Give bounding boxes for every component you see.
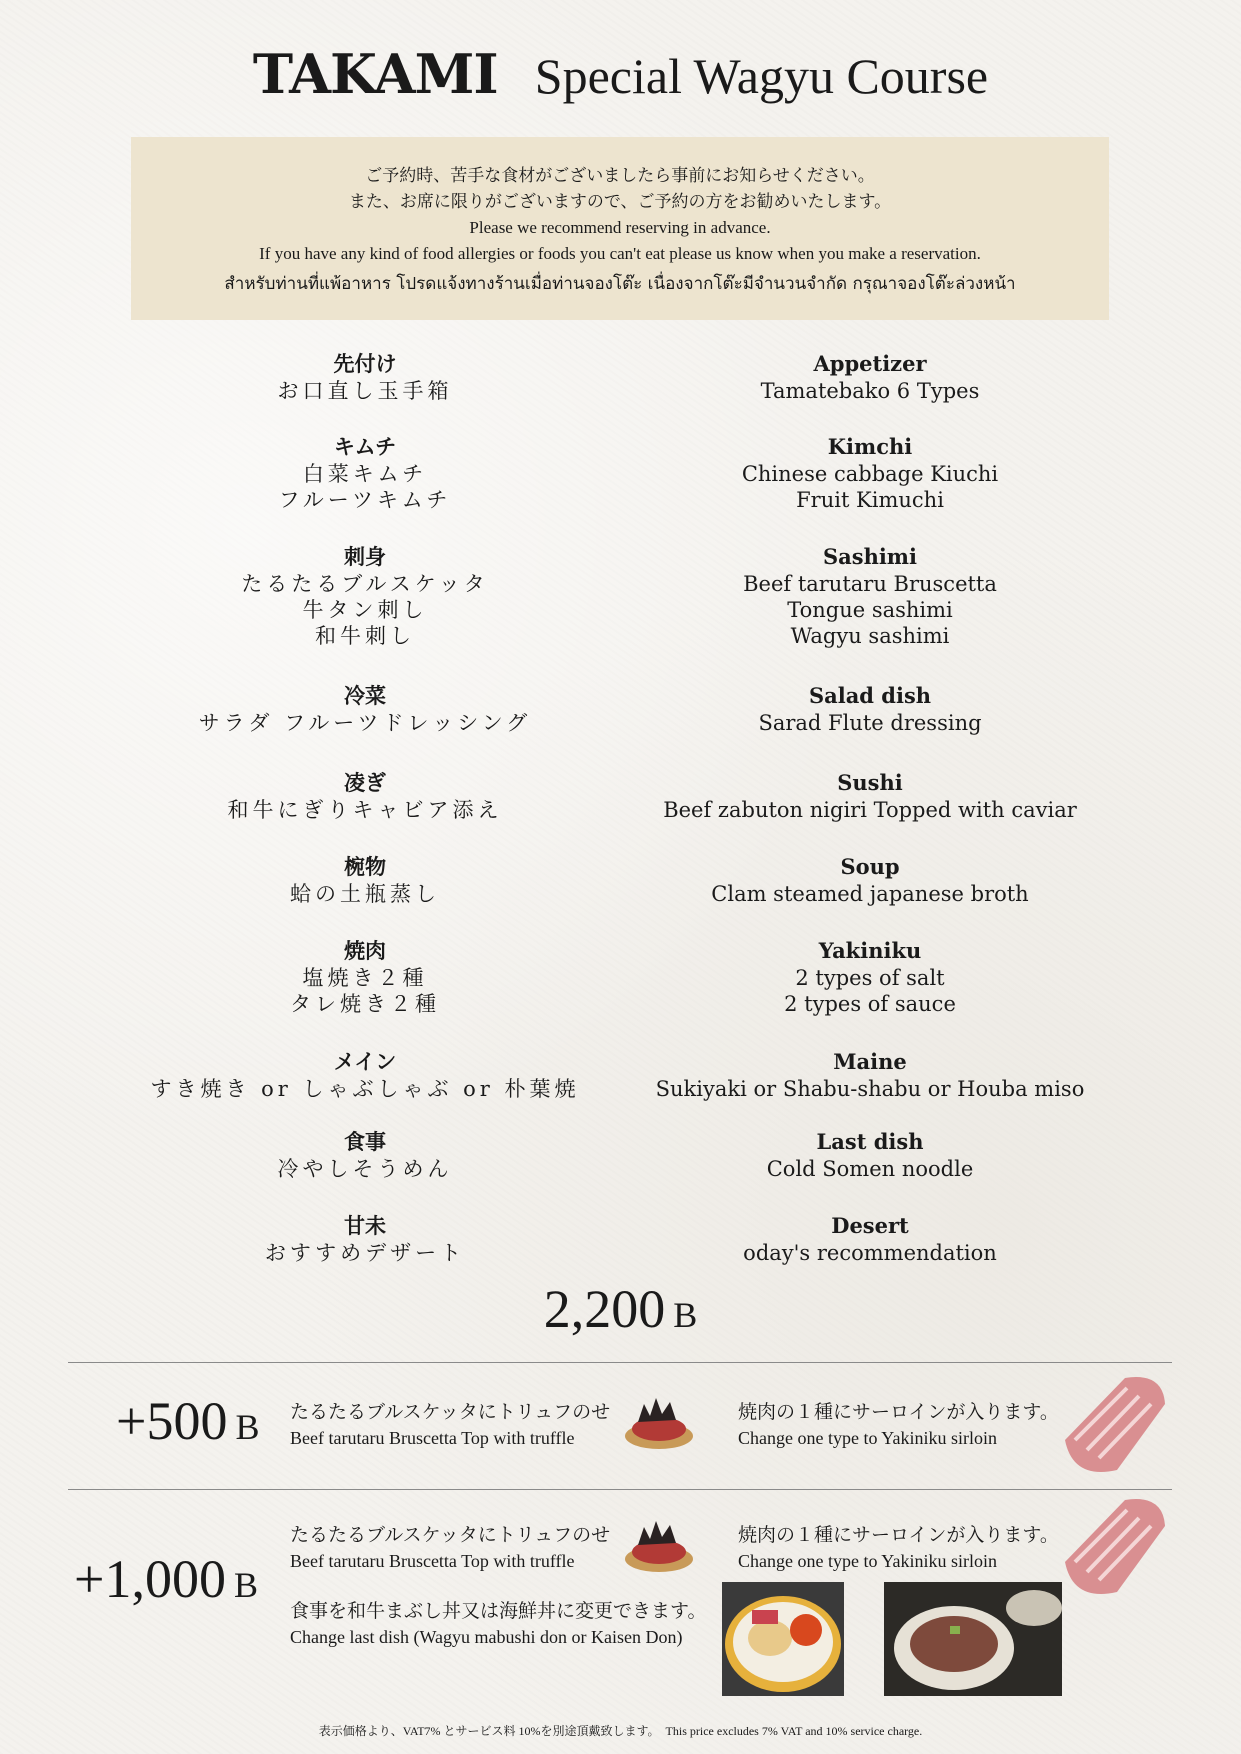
course-item: 蛤の土瓶蒸し xyxy=(290,882,440,906)
course-jp-sushi xyxy=(80,769,650,823)
course-item: 和牛にぎりキャビア添え xyxy=(227,798,503,822)
course-item: 2 types of sauce xyxy=(784,992,956,1016)
course-heading: Sushi xyxy=(837,770,903,795)
course-item: Clam steamed japanese broth xyxy=(711,882,1029,906)
kaisen-don-image xyxy=(722,1582,844,1696)
course-item: 2 types of salt xyxy=(795,966,945,990)
notice-jp-line-2: また、お席に限りがございますので、ご予約の方をお勧めいたします。 xyxy=(348,192,892,212)
course-heading: 刺身 xyxy=(344,544,386,569)
course-item: Beef tarutaru Bruscetta xyxy=(743,572,997,596)
page-title xyxy=(0,42,1241,106)
course-heading: 甘未 xyxy=(344,1213,386,1238)
course-en-dessert xyxy=(620,1212,1120,1266)
addon-500-sirloin-option xyxy=(738,1397,1059,1449)
addon-500-price xyxy=(116,1390,259,1452)
course-en-kimchi xyxy=(620,433,1120,513)
addon-1000-sirloin-option xyxy=(738,1520,1059,1572)
option-jp: たるたるブルスケッタにトリュフのせ xyxy=(290,1524,611,1546)
course-item: Chinese cabbage Kiuchi xyxy=(741,462,999,486)
course-heading: キムチ xyxy=(333,434,397,459)
course-heading: 椀物 xyxy=(344,854,386,879)
option-en: Change one type to Yakiniku sirloin xyxy=(738,1428,997,1448)
option-en: Beef tarutaru Bruscetta Top with truffle xyxy=(290,1428,575,1448)
truffle-bruschetta-image xyxy=(620,1515,698,1577)
course-item: Tongue sashimi xyxy=(787,598,953,622)
course-item: すき焼き or しゃぶしゃぶ or 朴葉焼 xyxy=(150,1077,580,1101)
course-en-main xyxy=(620,1048,1120,1102)
addon-price-amount: +1,000 xyxy=(74,1549,226,1609)
course-item: Beef zabuton nigiri Topped with caviar xyxy=(663,798,1077,822)
course-jp-last-dish xyxy=(80,1128,650,1182)
course-heading: Last dish xyxy=(816,1129,924,1154)
course-item: 塩焼き２種 xyxy=(302,966,428,990)
course-item: Sukiyaki or Shabu-shabu or Houba miso xyxy=(655,1077,1085,1101)
course-item: たるたるブルスケッタ xyxy=(241,572,489,596)
course-heading: Yakiniku xyxy=(818,938,922,963)
sirloin-image xyxy=(1055,1492,1173,1604)
course-jp-sashimi xyxy=(80,543,650,649)
option-jp: 焼肉の１種にサーロインが入ります。 xyxy=(738,1524,1059,1546)
addon-500-truffle-option xyxy=(290,1397,610,1449)
course-item: Wagyu sashimi xyxy=(790,624,950,648)
addon-price-amount: +500 xyxy=(116,1391,228,1451)
course-jp-salad xyxy=(80,682,650,736)
brand-name: TAKAMI xyxy=(252,42,498,106)
divider xyxy=(68,1489,1172,1490)
course-item: Fruit Kimuchi xyxy=(796,488,944,512)
reservation-notice xyxy=(131,137,1109,320)
course-heading: メイン xyxy=(333,1049,397,1074)
course-item: おすすめデザート xyxy=(264,1241,466,1265)
addon-1000-truffle-option xyxy=(290,1520,610,1572)
sirloin-image xyxy=(1055,1370,1173,1482)
option-jp: たるたるブルスケッタにトリュフのせ xyxy=(290,1401,611,1423)
addon-1000-price xyxy=(74,1548,258,1610)
course-en-soup xyxy=(620,853,1120,907)
notice-en-line-1: Please we recommend reserving in advance. xyxy=(469,218,771,237)
course-jp-soup xyxy=(80,853,650,907)
course-jp-main xyxy=(80,1048,650,1102)
course-en-appetizer xyxy=(620,350,1120,404)
price-amount: 2,200 xyxy=(543,1279,666,1339)
course-heading: Maine xyxy=(833,1049,907,1074)
addon-1000-last-dish-option xyxy=(290,1596,706,1648)
course-item: 牛タン刺し xyxy=(302,598,428,622)
course-item: サラダ フルーツドレッシング xyxy=(198,711,532,735)
course-item: お口直し玉手箱 xyxy=(277,379,453,403)
course-heading: 食事 xyxy=(344,1129,386,1154)
course-title: Special Wagyu Course xyxy=(534,48,989,104)
course-heading: 焼肉 xyxy=(344,938,386,963)
course-item: oday's recommendation xyxy=(743,1241,997,1265)
option-en: Change last dish (Wagyu mabushi don or Kaisen Don) xyxy=(290,1627,683,1647)
course-item: Tamatebako 6 Types xyxy=(760,379,980,403)
notice-jp-line-1: ご予約時、苦手な食材がございましたら事前にお知らせください。 xyxy=(365,166,875,186)
course-item: 和牛刺し xyxy=(315,624,415,648)
course-item: 白菜キムチ xyxy=(302,462,428,486)
tax-note: 表示価格より、VAT7% とサービス料 10%を別途頂戴致します。 This price excludes 7% VAT and 10% service charge. xyxy=(318,1724,923,1738)
course-heading: Sashimi xyxy=(822,544,918,569)
course-item: Sarad Flute dressing xyxy=(758,711,982,735)
option-jp: 焼肉の１種にサーロインが入ります。 xyxy=(738,1401,1059,1423)
price-currency: B xyxy=(673,1295,698,1335)
option-en: Beef tarutaru Bruscetta Top with truffle xyxy=(290,1551,575,1571)
course-heading: 先付け xyxy=(333,351,397,376)
option-jp: 食事を和牛まぶし丼又は海鮮丼に変更できます。 xyxy=(290,1600,707,1622)
course-jp-yakiniku xyxy=(80,937,650,1017)
notice-en-line-2: If you have any kind of food allergies or foods you can't eat please us know when you make a reservation. xyxy=(259,244,981,263)
course-en-yakiniku xyxy=(620,937,1120,1017)
notice-th-line: สำหรับท่านที่แพ้อาหาร โปรดแจ้งทางร้านเมื่อท่านจองโต๊ะ เนื่องจากโต๊ะมีจำนวนจำกัด กรุณาจองโต๊ะล่วงหน้า xyxy=(224,274,1016,294)
addon-price-currency: B xyxy=(233,1565,258,1605)
course-jp-kimchi xyxy=(80,433,650,513)
course-heading: Salad dish xyxy=(808,683,932,708)
course-en-sashimi xyxy=(620,543,1120,649)
option-en: Change one type to Yakiniku sirloin xyxy=(738,1551,997,1571)
course-en-sushi xyxy=(620,769,1120,823)
course-item: フルーツキムチ xyxy=(278,488,452,512)
course-price xyxy=(0,1278,1241,1340)
divider xyxy=(68,1362,1172,1363)
course-jp-appetizer xyxy=(80,350,650,404)
course-heading: Soup xyxy=(840,854,900,879)
course-en-last-dish xyxy=(620,1128,1120,1182)
course-item: タレ焼き２種 xyxy=(290,992,440,1016)
course-item: Cold Somen noodle xyxy=(766,1157,974,1181)
course-heading: Desert xyxy=(831,1213,909,1238)
course-jp-dessert xyxy=(80,1212,650,1266)
addon-price-currency: B xyxy=(235,1407,260,1447)
wagyu-mabushi-don-image xyxy=(884,1582,1062,1696)
course-heading: Kimchi xyxy=(827,434,913,459)
course-heading: 冷菜 xyxy=(344,683,386,708)
course-heading: 凌ぎ xyxy=(344,770,386,795)
course-heading: Appetizer xyxy=(813,351,927,376)
truffle-bruschetta-image xyxy=(620,1392,698,1454)
course-en-salad xyxy=(620,682,1120,736)
course-item: 冷やしそうめん xyxy=(277,1157,453,1181)
